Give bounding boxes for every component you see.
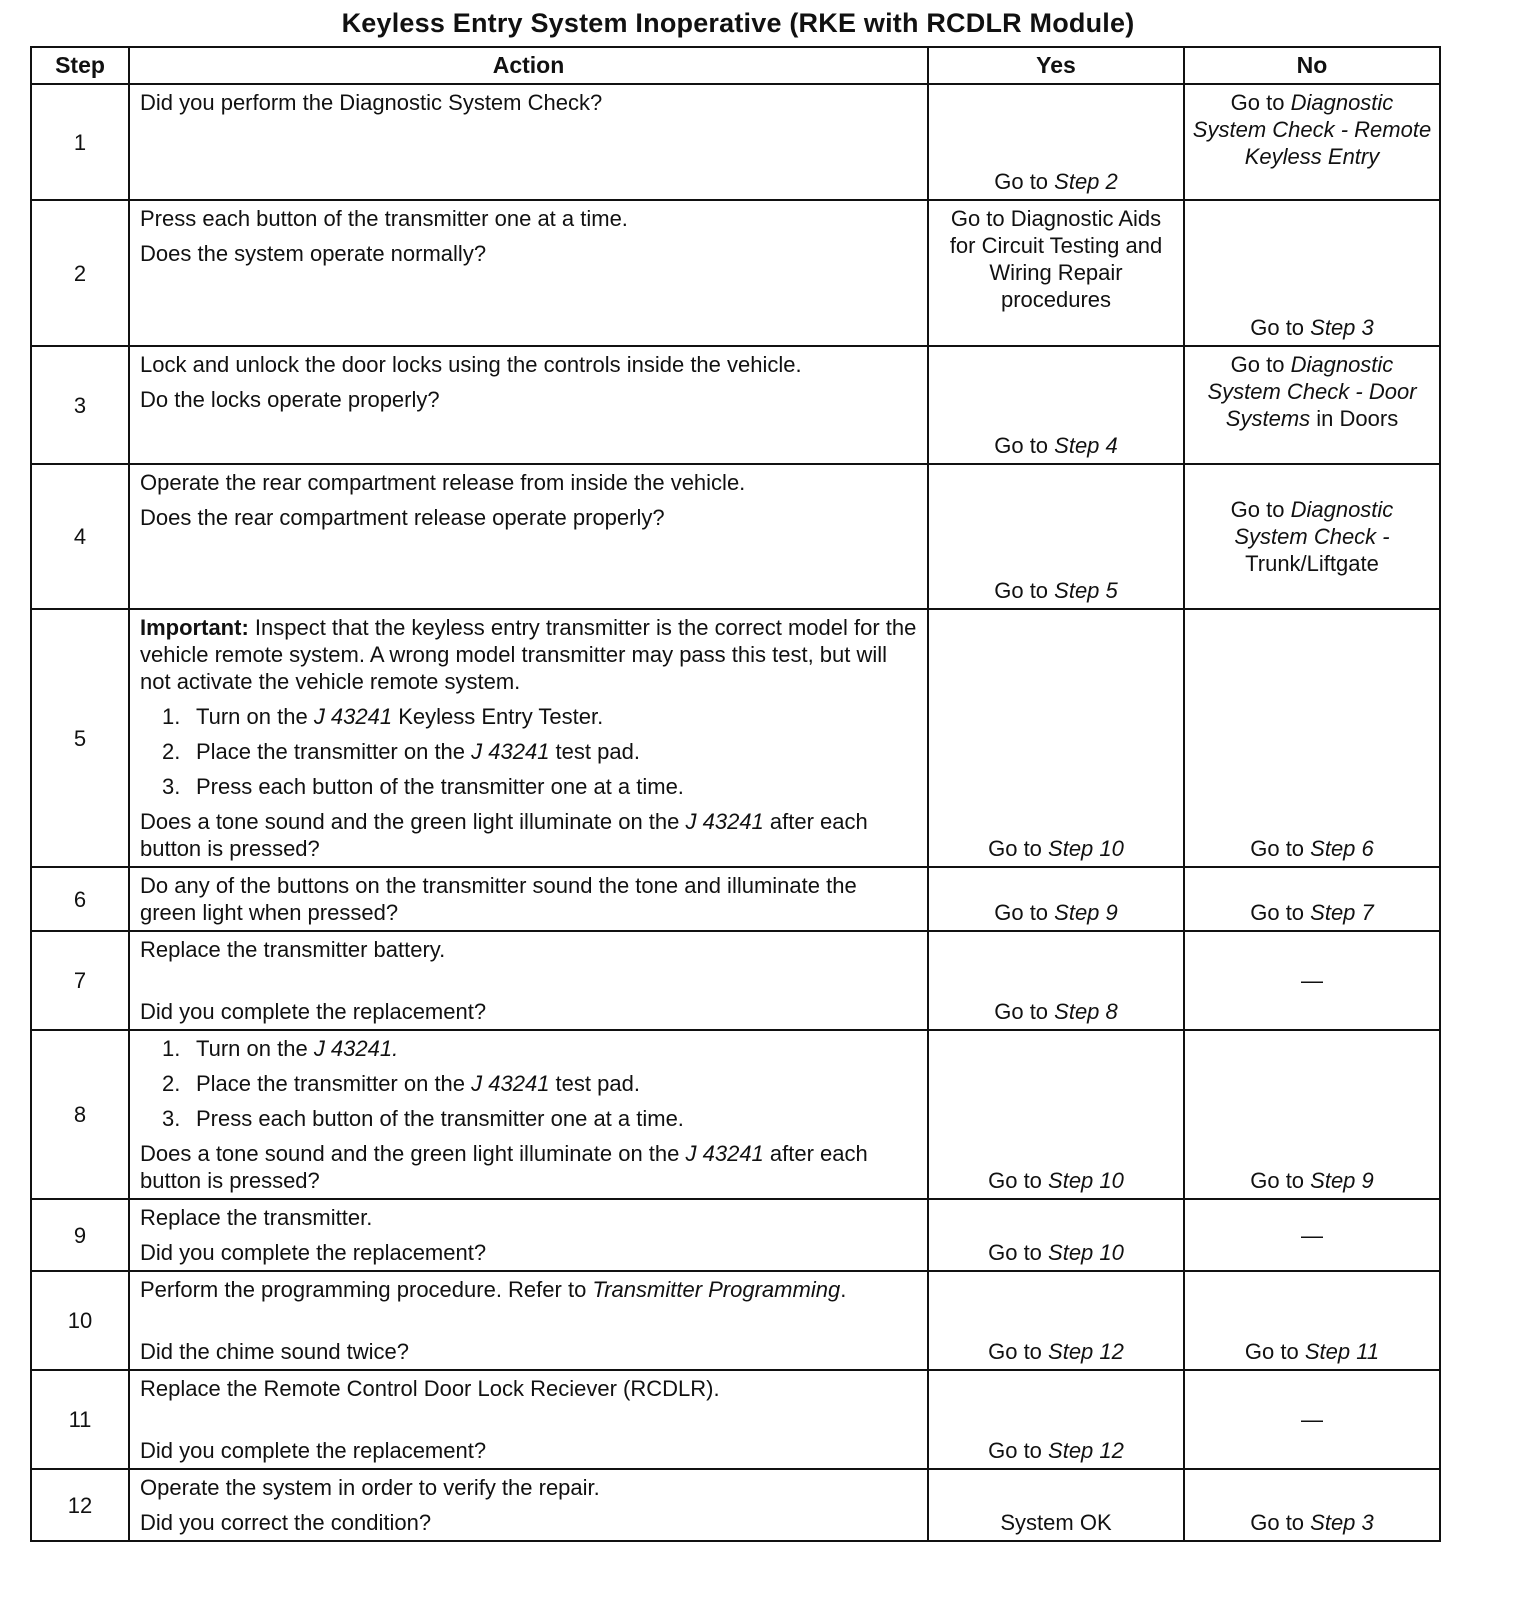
italic-text: Transmitter Programming [592,1277,841,1302]
text-segment: — [1301,1222,1323,1248]
text-segment: Does a tone sound and the green light illuminate on the [140,1141,686,1166]
action-cell [129,609,928,867]
no-result-text [1191,1509,1433,1536]
text-segment: Trunk/Liftgate [1245,551,1379,576]
action-paragraph [140,1509,917,1536]
text-segment: Go to [1250,900,1311,925]
text-segment: Replace the transmitter battery. [140,937,446,962]
yes-result-cell [928,1030,1184,1199]
text-segment: Go to [988,836,1049,861]
step-number: 11 [31,1370,129,1469]
text-segment: . [840,1277,847,1302]
text-segment: Go to [1250,1168,1311,1193]
action-content [140,469,917,604]
italic-text: Step 12 [1048,1438,1124,1463]
no-result-cell [1184,609,1440,867]
no-result-cell [1184,867,1440,931]
no-result-text [1191,314,1433,341]
text-segment: Place the transmitter on the [196,739,472,764]
text-segment: Go to [1244,1339,1305,1364]
list-item [140,1070,917,1097]
action-paragraph [140,614,917,695]
yes-result-text [935,998,1177,1025]
text-segment: Press each button of the transmitter one at a time. [196,1106,684,1131]
yes-result-cell [928,464,1184,609]
action-paragraph [140,998,917,1025]
action-content [140,1474,917,1536]
yes-result-cell [928,1199,1184,1271]
text-segment: Press each button of the transmitter one at a time. [196,774,684,799]
action-paragraph [140,205,917,232]
step-number: 12 [31,1469,129,1541]
action-paragraph [140,1239,917,1266]
step-number: 6 [31,867,129,931]
header-yes: Yes [928,47,1184,84]
yes-result-text [935,1338,1177,1365]
step-number: 2 [31,200,129,346]
table-row [31,84,1440,200]
no-result-text [1191,496,1433,577]
step-number: 5 [31,609,129,867]
text-segment: Go to [994,169,1055,194]
italic-text: Step 10 [1048,1168,1124,1193]
text-segment: Keyless Entry Tester. [392,704,604,729]
action-cell [129,84,928,200]
text-segment: Turn on the [196,1036,314,1061]
text-segment: Go to [988,1438,1049,1463]
italic-text: Step 3 [1310,1510,1374,1535]
action-cell [129,1469,928,1541]
action-paragraph [140,1338,917,1365]
table-body [31,84,1440,1541]
text-segment: Go to [1250,836,1311,861]
bold-text: Important: [140,615,249,640]
action-cell [129,464,928,609]
italic-text: J 43241 [685,1141,764,1166]
action-paragraph [140,351,917,378]
table-row [31,1271,1440,1370]
text-segment: in Doors [1310,406,1399,431]
yes-result-text [935,835,1177,862]
table-row [31,931,1440,1030]
step-number: 3 [31,346,129,464]
italic-text: Step 12 [1048,1339,1124,1364]
text-segment: test pad. [549,739,640,764]
text-segment: Do the locks operate properly? [140,387,440,412]
action-paragraph [140,1204,917,1231]
text-segment: Go to [988,1168,1049,1193]
text-segment: Do any of the buttons on the transmitter sound the tone and illuminate the green light when pressed? [140,873,857,925]
text-segment: test pad. [549,1071,640,1096]
action-cell [129,346,928,464]
text-segment: Did you complete the replacement? [140,1438,487,1463]
yes-result-text [935,168,1177,195]
italic-text: Step 3 [1310,315,1374,340]
no-result-text [1191,351,1433,432]
no-result-cell [1184,1199,1440,1271]
action-paragraph [140,89,917,116]
table-row [31,1469,1440,1541]
no-result-cell [1184,346,1440,464]
text-segment: Does a tone sound and the green light illuminate on the [140,809,686,834]
text-segment: Operate the rear compartment release from inside the vehicle. [140,470,746,495]
italic-text: Step 10 [1048,836,1124,861]
table-header-row [31,47,1440,84]
text-segment: Place the transmitter on the [196,1071,472,1096]
text-segment: Go to [994,900,1055,925]
text-segment: Go to [994,433,1055,458]
text-segment: after each button is pressed? [140,1141,868,1193]
italic-text: Step 4 [1054,433,1118,458]
list-item [140,738,917,765]
list-item [140,1035,917,1062]
yes-result-text [935,205,1177,313]
yes-result-text [935,1437,1177,1464]
action-cell [129,1030,928,1199]
no-result-text [1191,1338,1433,1365]
action-cell [129,1199,928,1271]
list-item [140,773,917,800]
italic-text: Step 9 [1054,900,1118,925]
table-row [31,464,1440,609]
no-result-cell [1184,931,1440,1030]
header-no: No [1184,47,1440,84]
yes-result-cell [928,931,1184,1030]
action-paragraph [140,1375,917,1402]
italic-text: Step 5 [1054,578,1118,603]
action-cell [129,931,928,1030]
text-segment: Turn on the [196,704,314,729]
text-segment: Go to [988,1339,1049,1364]
text-segment: Press each button of the transmitter one at a time. [140,206,628,231]
text-segment: Go to [1230,497,1291,522]
yes-result-cell [928,1271,1184,1370]
action-content [140,936,917,1025]
action-paragraph [140,240,917,267]
italic-text: Diagnostic System Check - [1234,497,1394,549]
list-item [140,703,917,730]
no-result-text [1191,1222,1433,1249]
italic-text: J 43241. [313,1036,399,1061]
list-number: 2. [162,739,181,764]
action-content [140,1204,917,1266]
italic-text: Step 9 [1310,1168,1374,1193]
table-row [31,200,1440,346]
yes-result-cell [928,346,1184,464]
yes-result-text [935,899,1177,926]
diagnostic-table [30,46,1441,1542]
text-segment: after each button is pressed? [140,809,868,861]
step-number: 8 [31,1030,129,1199]
text-segment: Lock and unlock the door locks using the controls inside the vehicle. [140,352,802,377]
action-cell [129,200,928,346]
text-segment: Go to [1230,90,1291,115]
yes-result-text [935,1167,1177,1194]
no-result-cell [1184,1271,1440,1370]
table-row [31,1199,1440,1271]
italic-text: Step 7 [1310,900,1374,925]
text-segment: Go to [994,578,1055,603]
text-segment: Does the rear compartment release operate properly? [140,505,665,530]
table-row [31,346,1440,464]
page-title: Keyless Entry System Inoperative (RKE with RCDLR Module) [341,8,1135,38]
header-action: Action [129,47,928,84]
yes-result-cell [928,200,1184,346]
italic-text: Diagnostic System Check - Remote Keyless Entry [1192,90,1432,169]
yes-result-cell [928,84,1184,200]
text-segment: Did you correct the condition? [140,1510,432,1535]
yes-result-cell [928,1370,1184,1469]
no-result-cell [1184,1370,1440,1469]
action-paragraph [140,504,917,531]
action-content [140,89,917,195]
table-row [31,609,1440,867]
text-segment: Perform the programming procedure. Refer to [140,1277,593,1302]
italic-text: Step 11 [1304,1339,1380,1364]
text-segment: Inspect that the keyless entry transmitter is the correct model for the vehicle remote system. A wrong model transmitter may pass this test, but will not activate the vehicle remote system. [140,615,917,694]
action-paragraph [140,1437,917,1464]
yes-result-cell [928,1469,1184,1541]
action-cell [129,1271,928,1370]
italic-text: J 43241 [471,739,550,764]
no-result-text [1191,89,1433,170]
yes-result-text [935,1509,1177,1536]
action-paragraph [140,936,917,963]
action-content [140,614,917,862]
action-content [140,1375,917,1464]
no-result-text [1191,1167,1433,1194]
action-content [140,872,917,926]
italic-text: Diagnostic System Check - Door Systems [1207,352,1417,431]
text-segment: Did you complete the replacement? [140,999,487,1024]
step-number: 7 [31,931,129,1030]
no-result-text [1191,899,1433,926]
no-result-cell [1184,200,1440,346]
italic-text: Step 2 [1054,169,1118,194]
no-result-cell [1184,1469,1440,1541]
no-result-text [1191,835,1433,862]
text-segment: Go to [1230,352,1291,377]
table-row [31,1370,1440,1469]
no-result-text [1191,967,1433,994]
action-cell [129,867,928,931]
text-segment: Did you complete the replacement? [140,1240,487,1265]
action-paragraph [140,386,917,413]
text-segment: Operate the system in order to verify the repair. [140,1475,600,1500]
text-segment: Go to [994,999,1055,1024]
yes-result-text [935,577,1177,604]
step-number: 1 [31,84,129,200]
list-number: 3. [162,774,181,799]
list-number: 3. [162,1106,181,1131]
italic-text: J 43241 [313,704,393,729]
italic-text: Step 8 [1054,999,1118,1024]
step-number: 4 [31,464,129,609]
table-row [31,867,1440,931]
text-segment: Go to [1250,315,1311,340]
list-item [140,1105,917,1132]
yes-result-cell [928,867,1184,931]
action-content [140,351,917,459]
header-step: Step [31,47,129,84]
action-content [140,205,917,341]
list-number: 1. [162,1036,181,1061]
no-result-cell [1184,464,1440,609]
action-content [140,1276,917,1365]
list-number: 1. [162,704,181,729]
step-number: 9 [31,1199,129,1271]
italic-text: J 43241 [685,809,764,834]
italic-text: Step 10 [1048,1240,1124,1265]
text-segment: — [1301,968,1323,993]
no-result-cell [1184,84,1440,200]
text-segment: Go to [1250,1510,1311,1535]
action-paragraph [140,1276,917,1303]
text-segment: Did you perform the Diagnostic System Check? [140,90,603,115]
list-number: 2. [162,1071,181,1096]
action-content [140,1035,917,1194]
italic-text: Step 6 [1310,836,1374,861]
italic-text: J 43241 [471,1071,550,1096]
text-segment: Replace the Remote Control Door Lock Reciever (RCDLR). [140,1376,720,1401]
text-segment: Did the chime sound twice? [140,1339,410,1364]
text-segment: Go to Diagnostic Aids for Circuit Testing and Wiring Repair procedures [949,206,1163,312]
text-segment: Replace the transmitter. [140,1205,373,1230]
table-row [31,1030,1440,1199]
text-segment: Does the system operate normally? [140,241,487,266]
action-paragraph [140,872,917,926]
action-paragraph [140,808,917,862]
yes-result-text [935,432,1177,459]
no-result-cell [1184,1030,1440,1199]
text-segment: — [1301,1407,1323,1432]
text-segment: System OK [1000,1510,1112,1535]
text-segment: Go to [988,1240,1049,1265]
action-paragraph [140,1140,917,1194]
no-result-text [1191,1406,1433,1433]
action-cell [129,1370,928,1469]
yes-result-text [935,1239,1177,1266]
step-number: 10 [31,1271,129,1370]
action-paragraph [140,1474,917,1501]
yes-result-cell [928,609,1184,867]
action-paragraph [140,469,917,496]
